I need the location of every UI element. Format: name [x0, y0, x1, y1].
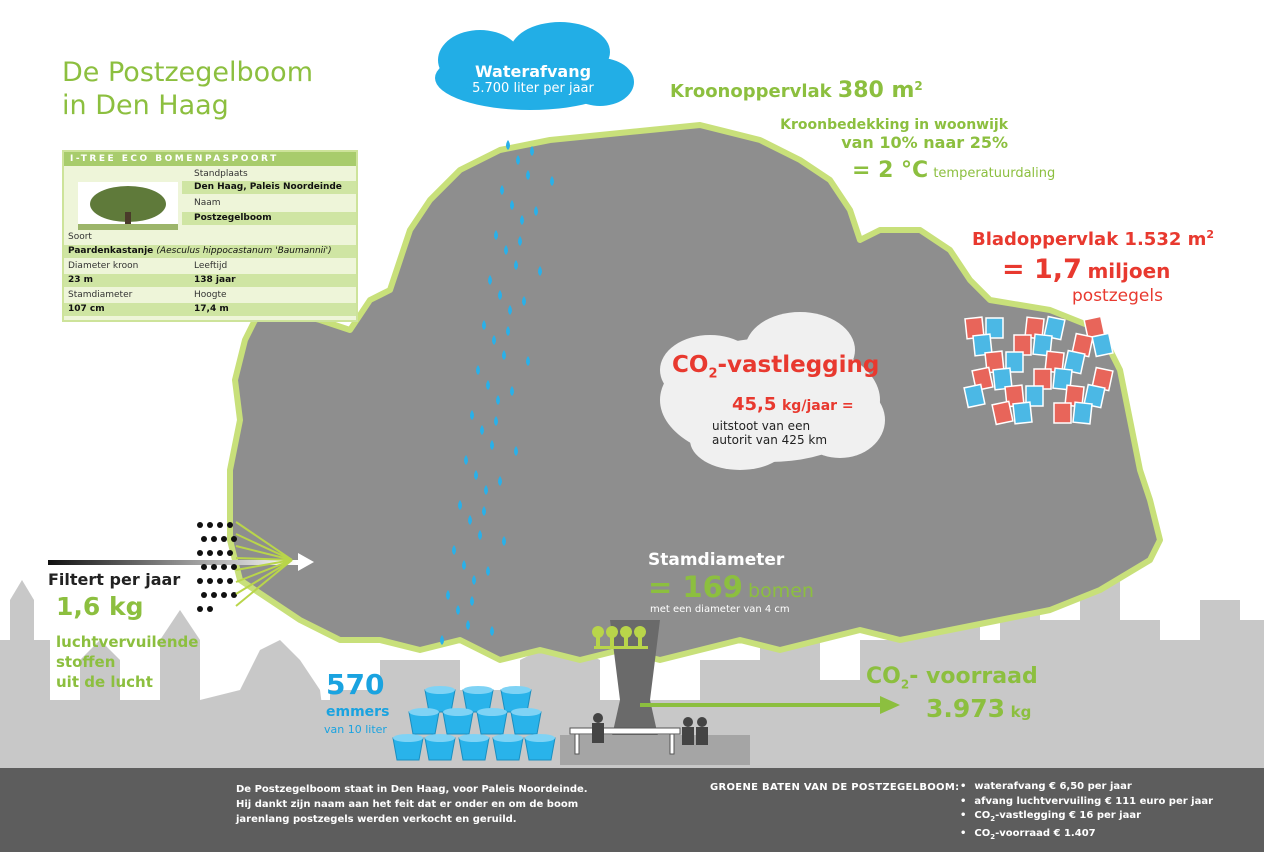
co2-voorraad-value [926, 694, 1031, 723]
kroonbedekking-temp [852, 158, 1055, 183]
filtert-label: Filtert per jaar [48, 570, 181, 589]
bladoppervlak-postzegels: postzegels [1072, 286, 1163, 306]
benefit-text-2: afvang luchtvervuiling € 111 euro per jaar [974, 795, 1214, 807]
bladoppervlak-big: = 1,7 [1002, 254, 1082, 285]
particle-dot [221, 564, 227, 570]
bucket-rim [443, 708, 473, 716]
stamdiameter-value: 107 cm [68, 304, 105, 314]
temp-value: = 2 °C [852, 158, 929, 183]
leeftijd-value: 138 jaar [194, 275, 236, 285]
stamdiameter-label-big: Stamdiameter [648, 550, 785, 570]
emmers-desc: van 10 liter [324, 723, 387, 736]
filtert-line2: stoffen [56, 653, 116, 671]
waterafvang-title: Waterafvang [474, 62, 592, 81]
co2-sub: 2 [708, 366, 718, 382]
filtert-line1: luchtvervuilende [56, 633, 199, 651]
bucket-rim [477, 708, 507, 716]
particle-dot [197, 578, 203, 584]
stamp [1073, 402, 1092, 424]
voorraad-unit: kg [1010, 703, 1032, 721]
benefit-item [960, 827, 1213, 845]
benefit-sub-3: 2 [990, 815, 996, 823]
voorraad-sub: 2 [900, 677, 910, 692]
co2-desc2: autorit van 425 km [712, 433, 828, 447]
stamdiameter-label: Stamdiameter [68, 290, 133, 300]
soort-value: Paardenkastanje (Aesculus hippocastanum 'Baumannii') [68, 246, 332, 256]
filtert-desc [56, 632, 198, 692]
standplaats-label: Standplaats [194, 169, 248, 179]
filtert-line3: uit de lucht [56, 673, 153, 691]
footer-heading: GROENE BATEN VAN DE POSTZEGELBOOM: [710, 782, 960, 793]
bladoppervlak-sup: 2 [1206, 228, 1215, 241]
particle-dot [207, 578, 213, 584]
particle-dot [197, 522, 203, 528]
naam-value: Postzegelboom [194, 213, 272, 223]
bucket-rim [409, 708, 439, 716]
standplaats-value: Den Haag, Paleis Noordeinde [194, 182, 342, 192]
bucket-rim [425, 686, 455, 694]
stamdiameter-bomen: bomen [748, 580, 814, 602]
bucket-rim [493, 734, 523, 742]
naam-label: Naam [194, 198, 221, 208]
diameter-kroon-label: Diameter kroon [68, 261, 139, 271]
particle-dot [201, 536, 207, 542]
benefit-item [960, 780, 1213, 795]
particle-dot [201, 592, 207, 598]
particle-dot [197, 550, 203, 556]
tree-passport-card [62, 150, 358, 322]
particle-dot [217, 550, 223, 556]
benefit-text-3b: -vastlegging € 16 per jaar [995, 810, 1142, 821]
kroonoppervlak [670, 78, 923, 103]
kroonbedekking-block [778, 117, 1008, 152]
voorraad-rest: - voorraad [909, 664, 1038, 689]
particle-dot [227, 522, 233, 528]
diameter-kroon-value: 23 m [68, 275, 94, 285]
bladoppervlak-text: Bladoppervlak 1.532 m [972, 229, 1207, 250]
particle-dot [227, 550, 233, 556]
kroonoppervlak-value: 380 m [837, 78, 915, 103]
stamdiameter-eq [648, 570, 814, 604]
kroonbedekking-line1: Kroonbedekking in woonwijk [780, 117, 1008, 133]
benefits-list [960, 780, 1213, 844]
waterafvang-block [448, 62, 618, 96]
filtert-value: 1,6 kg [56, 592, 144, 621]
bucket-rim [393, 734, 423, 742]
co2-co: CO [672, 352, 709, 378]
particle-dot [207, 606, 213, 612]
particle-dot [217, 578, 223, 584]
voorraad-co: CO [866, 664, 901, 689]
stamdiameter-desc: met een diameter van 4 cm [650, 604, 790, 615]
particle-dot [211, 564, 217, 570]
footer-text-line2: Hij dankt zijn naam aan het feit dat er onder en om de boom [236, 799, 579, 810]
co2-rest: -vastlegging [717, 352, 880, 378]
footer-text-line1: De Postzegelboom staat in Den Haag, voor Paleis Noordeinde. [236, 784, 588, 795]
title-line-1: De Postzegelboom [62, 57, 313, 88]
bucket-rim [501, 686, 531, 694]
stamp [964, 384, 985, 407]
particle-dot [227, 578, 233, 584]
temp-label: temperatuurdaling [933, 166, 1056, 181]
footer-text [236, 782, 596, 827]
benefit-sub-4: 2 [990, 832, 996, 841]
passport-header: I-TREE ECO BOMENPASPOORT [64, 152, 356, 166]
particle-dot [221, 536, 227, 542]
kroonoppervlak-label: Kroonoppervlak [670, 81, 832, 102]
stamp [992, 401, 1013, 424]
hoogte-value: 17,4 m [194, 304, 229, 314]
particle-dot [211, 536, 217, 542]
benefit-text-4a: CO [974, 827, 991, 839]
bucket-rim [511, 708, 541, 716]
emmers-value: 570 [326, 668, 385, 701]
benefit-text-4b: -voorraad € 1.407 [995, 827, 1096, 839]
bucket-rim [525, 734, 555, 742]
bladoppervlak-miljoen-word: miljoen [1087, 259, 1171, 283]
leeftijd-label: Leeftijd [194, 261, 228, 271]
soort-label: Soort [68, 232, 92, 242]
stamp [1054, 403, 1071, 423]
stamp [1092, 333, 1113, 356]
particle-dot [221, 592, 227, 598]
particle-dot [207, 522, 213, 528]
particle-dot [197, 606, 203, 612]
co2-voorraad-title [866, 664, 1038, 691]
footer-text-line3: jarenlang postzegels werden verkocht en geruild. [236, 814, 517, 825]
bucket-rim [463, 686, 493, 694]
waterafvang-value: 5.700 liter per jaar [472, 81, 594, 96]
co2-value-number: 45,5 [732, 394, 777, 415]
bucket-rim [459, 734, 489, 742]
particle-dot [211, 592, 217, 598]
bucket-rim [425, 734, 455, 742]
bladoppervlak-label [972, 228, 1214, 250]
emmers-label: emmers [326, 704, 390, 720]
co2-vastlegging-title [672, 352, 879, 382]
hoogte-label: Hoogte [194, 290, 227, 300]
page-title [62, 56, 313, 122]
particle-dot [207, 550, 213, 556]
stamp [1013, 402, 1032, 424]
benefit-item [960, 795, 1213, 810]
particle-dot [201, 564, 207, 570]
particle-dot [217, 522, 223, 528]
kroonoppervlak-sup: 2 [914, 79, 923, 93]
bladoppervlak-miljoen [1002, 254, 1170, 285]
benefit-item [960, 809, 1213, 827]
footer [0, 768, 1264, 852]
stamdiameter-number: = 169 [648, 570, 743, 604]
co2-vastlegging-value [732, 394, 854, 415]
benefit-text-3a: CO [974, 810, 991, 821]
tree-trunk [610, 620, 660, 745]
particle-dot [231, 536, 237, 542]
co2-value-unit: kg/jaar = [782, 398, 854, 414]
title-line-2: in Den Haag [62, 90, 229, 121]
ground [560, 735, 750, 765]
kroonbedekking-line2: van 10% naar 25% [841, 133, 1008, 152]
voorraad-number: 3.973 [926, 694, 1006, 723]
co2-vastlegging-desc [712, 419, 827, 447]
benefit-text-1: waterafvang € 6,50 per jaar [974, 781, 1132, 792]
co2-desc1: uitstoot van een [712, 419, 811, 433]
